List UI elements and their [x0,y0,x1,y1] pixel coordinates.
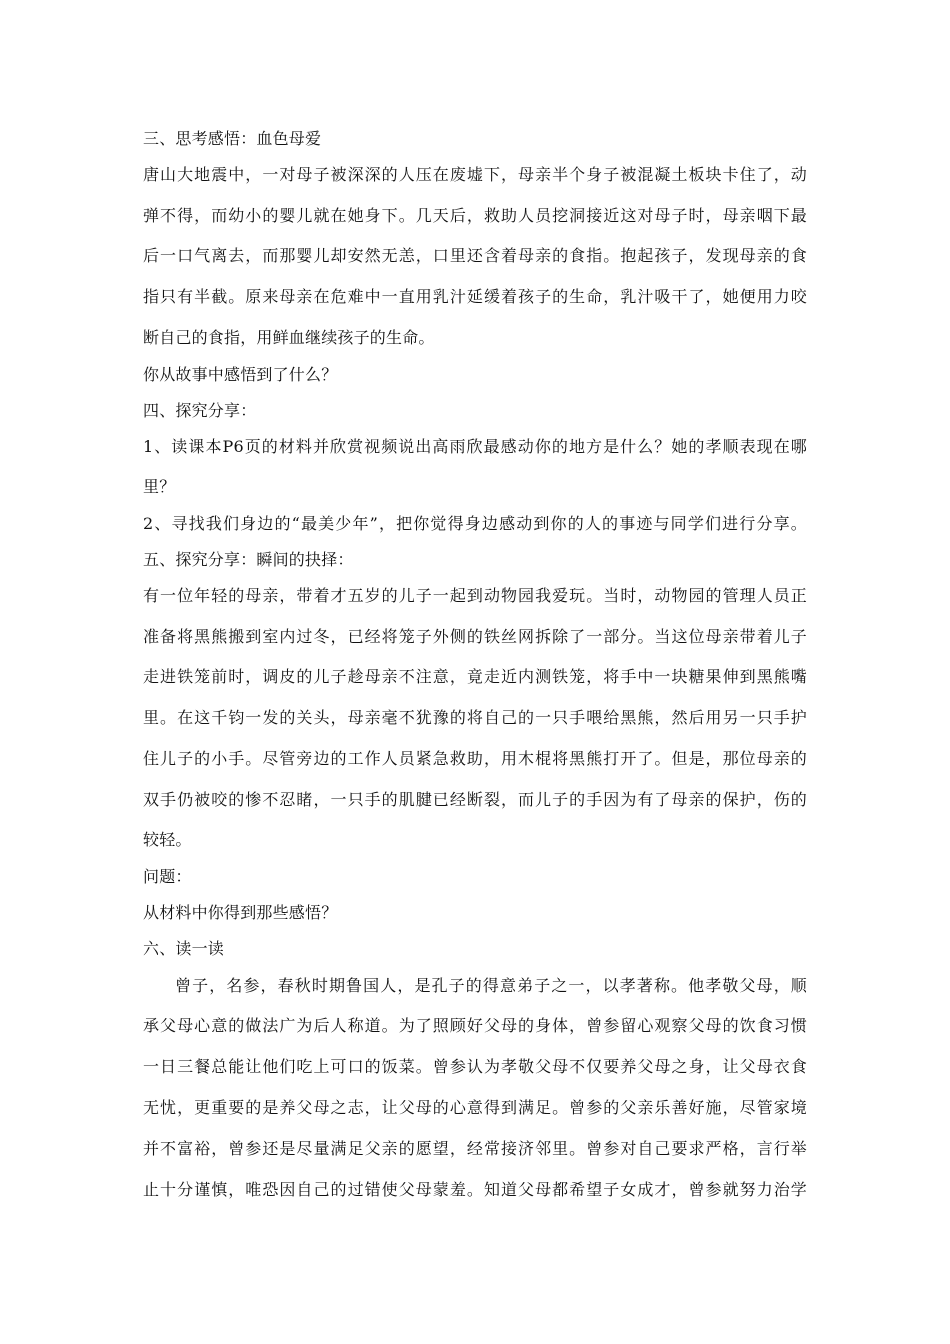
paragraph-line: 有一位年轻的母亲，带着才五岁的儿子一起到动物园我爱玩。当时，动物园的管理人员正 [143,586,807,605]
paragraph-line: 双手仍被咬的惨不忍睹，一只手的肌腱已经断裂，而儿子的手因为有了母亲的保护，伤的 [143,790,807,809]
list-item: 2、寻找我们身边的“最美少年”，把你觉得身边感动到你的人的事迹与同学们进行分享。 [143,514,807,533]
question-line: 从材料中你得到那些感悟？ [143,903,338,922]
paragraph-line: 止十分谨慎，唯恐因自己的过错使父母蒙羞。知道父母都希望子女成才，曾参就努力治学 [143,1180,807,1199]
paragraph-line: 断自己的食指，用鲜血继续孩子的生命。 [143,328,435,347]
paragraph-line: 指只有半截。原来母亲在危难中一直用乳汁延缓着孩子的生命，乳汁吸干了，她便用力咬 [143,287,807,306]
paragraph-line: 弹不得，而幼小的婴儿就在她身下。几天后，救助人员挖洞接近这对母子时，母亲咽下最 [143,206,807,225]
paragraph-line: 并不富裕，曾参还是尽量满足父亲的愿望，经常接济邻里。曾参对自己要求严格，言行举 [143,1139,807,1158]
paragraph-line: 曾子，名参，春秋时期鲁国人，是孔子的得意弟子之一，以孝著称。他孝敬父母，顺 [175,976,807,995]
heading-section-5: 五、探究分享：瞬间的抉择： [143,550,354,569]
paragraph-line: 无忧，更重要的是养父母之志，让父母的心意得到满足。曾参的父亲乐善好施，尽管家境 [143,1098,807,1117]
paragraph-line: 走进铁笼前时，调皮的儿子趁母亲不注意，竟走近内测铁笼，将手中一块糖果伸到黑熊嘴 [143,667,807,686]
list-item-continuation: 里？ [143,477,176,496]
paragraph-line: 一日三餐总能让他们吃上可口的饭菜。曾参认为孝敬父母不仅要养父母之身，让父母衣食 [143,1057,807,1076]
paragraph-line: 准备将黑熊搬到室内过冬，已经将笼子外侧的铁丝网拆除了一部分。当这位母亲带着儿子 [143,627,807,646]
paragraph-line: 唐山大地震中，一对母子被深深的人压在废墟下，母亲半个身子被混凝土板块卡住了，动 [143,165,807,184]
paragraph-line: 住儿子的小手。尽管旁边的工作人员紧急救助，用木棍将黑熊打开了。但是，那位母亲的 [143,749,807,768]
question-label: 问题： [143,867,192,886]
heading-section-6: 六、读一读 [143,939,225,958]
question-line: 你从故事中感悟到了什么？ [143,365,338,384]
heading-section-4: 四、探究分享： [143,401,257,420]
paragraph-line: 较轻。 [143,830,192,849]
paragraph-line: 后一口气离去，而那婴儿却安然无恙，口里还含着母亲的食指。抱起孩子，发现母亲的食 [143,246,807,265]
list-item: 1、读课本P6页的材料并欣赏视频说出高雨欣最感动你的地方是什么？她的孝顺表现在哪 [143,437,807,456]
paragraph-line: 承父母心意的做法广为后人称道。为了照顾好父母的身体，曾参留心观察父母的饮食习惯 [143,1016,807,1035]
heading-section-3: 三、思考感悟：血色母爱 [143,129,322,148]
paragraph-line: 里。在这千钧一发的关头，母亲毫不犹豫的将自己的一只手喂给黑熊，然后用另一只手护 [143,708,807,727]
